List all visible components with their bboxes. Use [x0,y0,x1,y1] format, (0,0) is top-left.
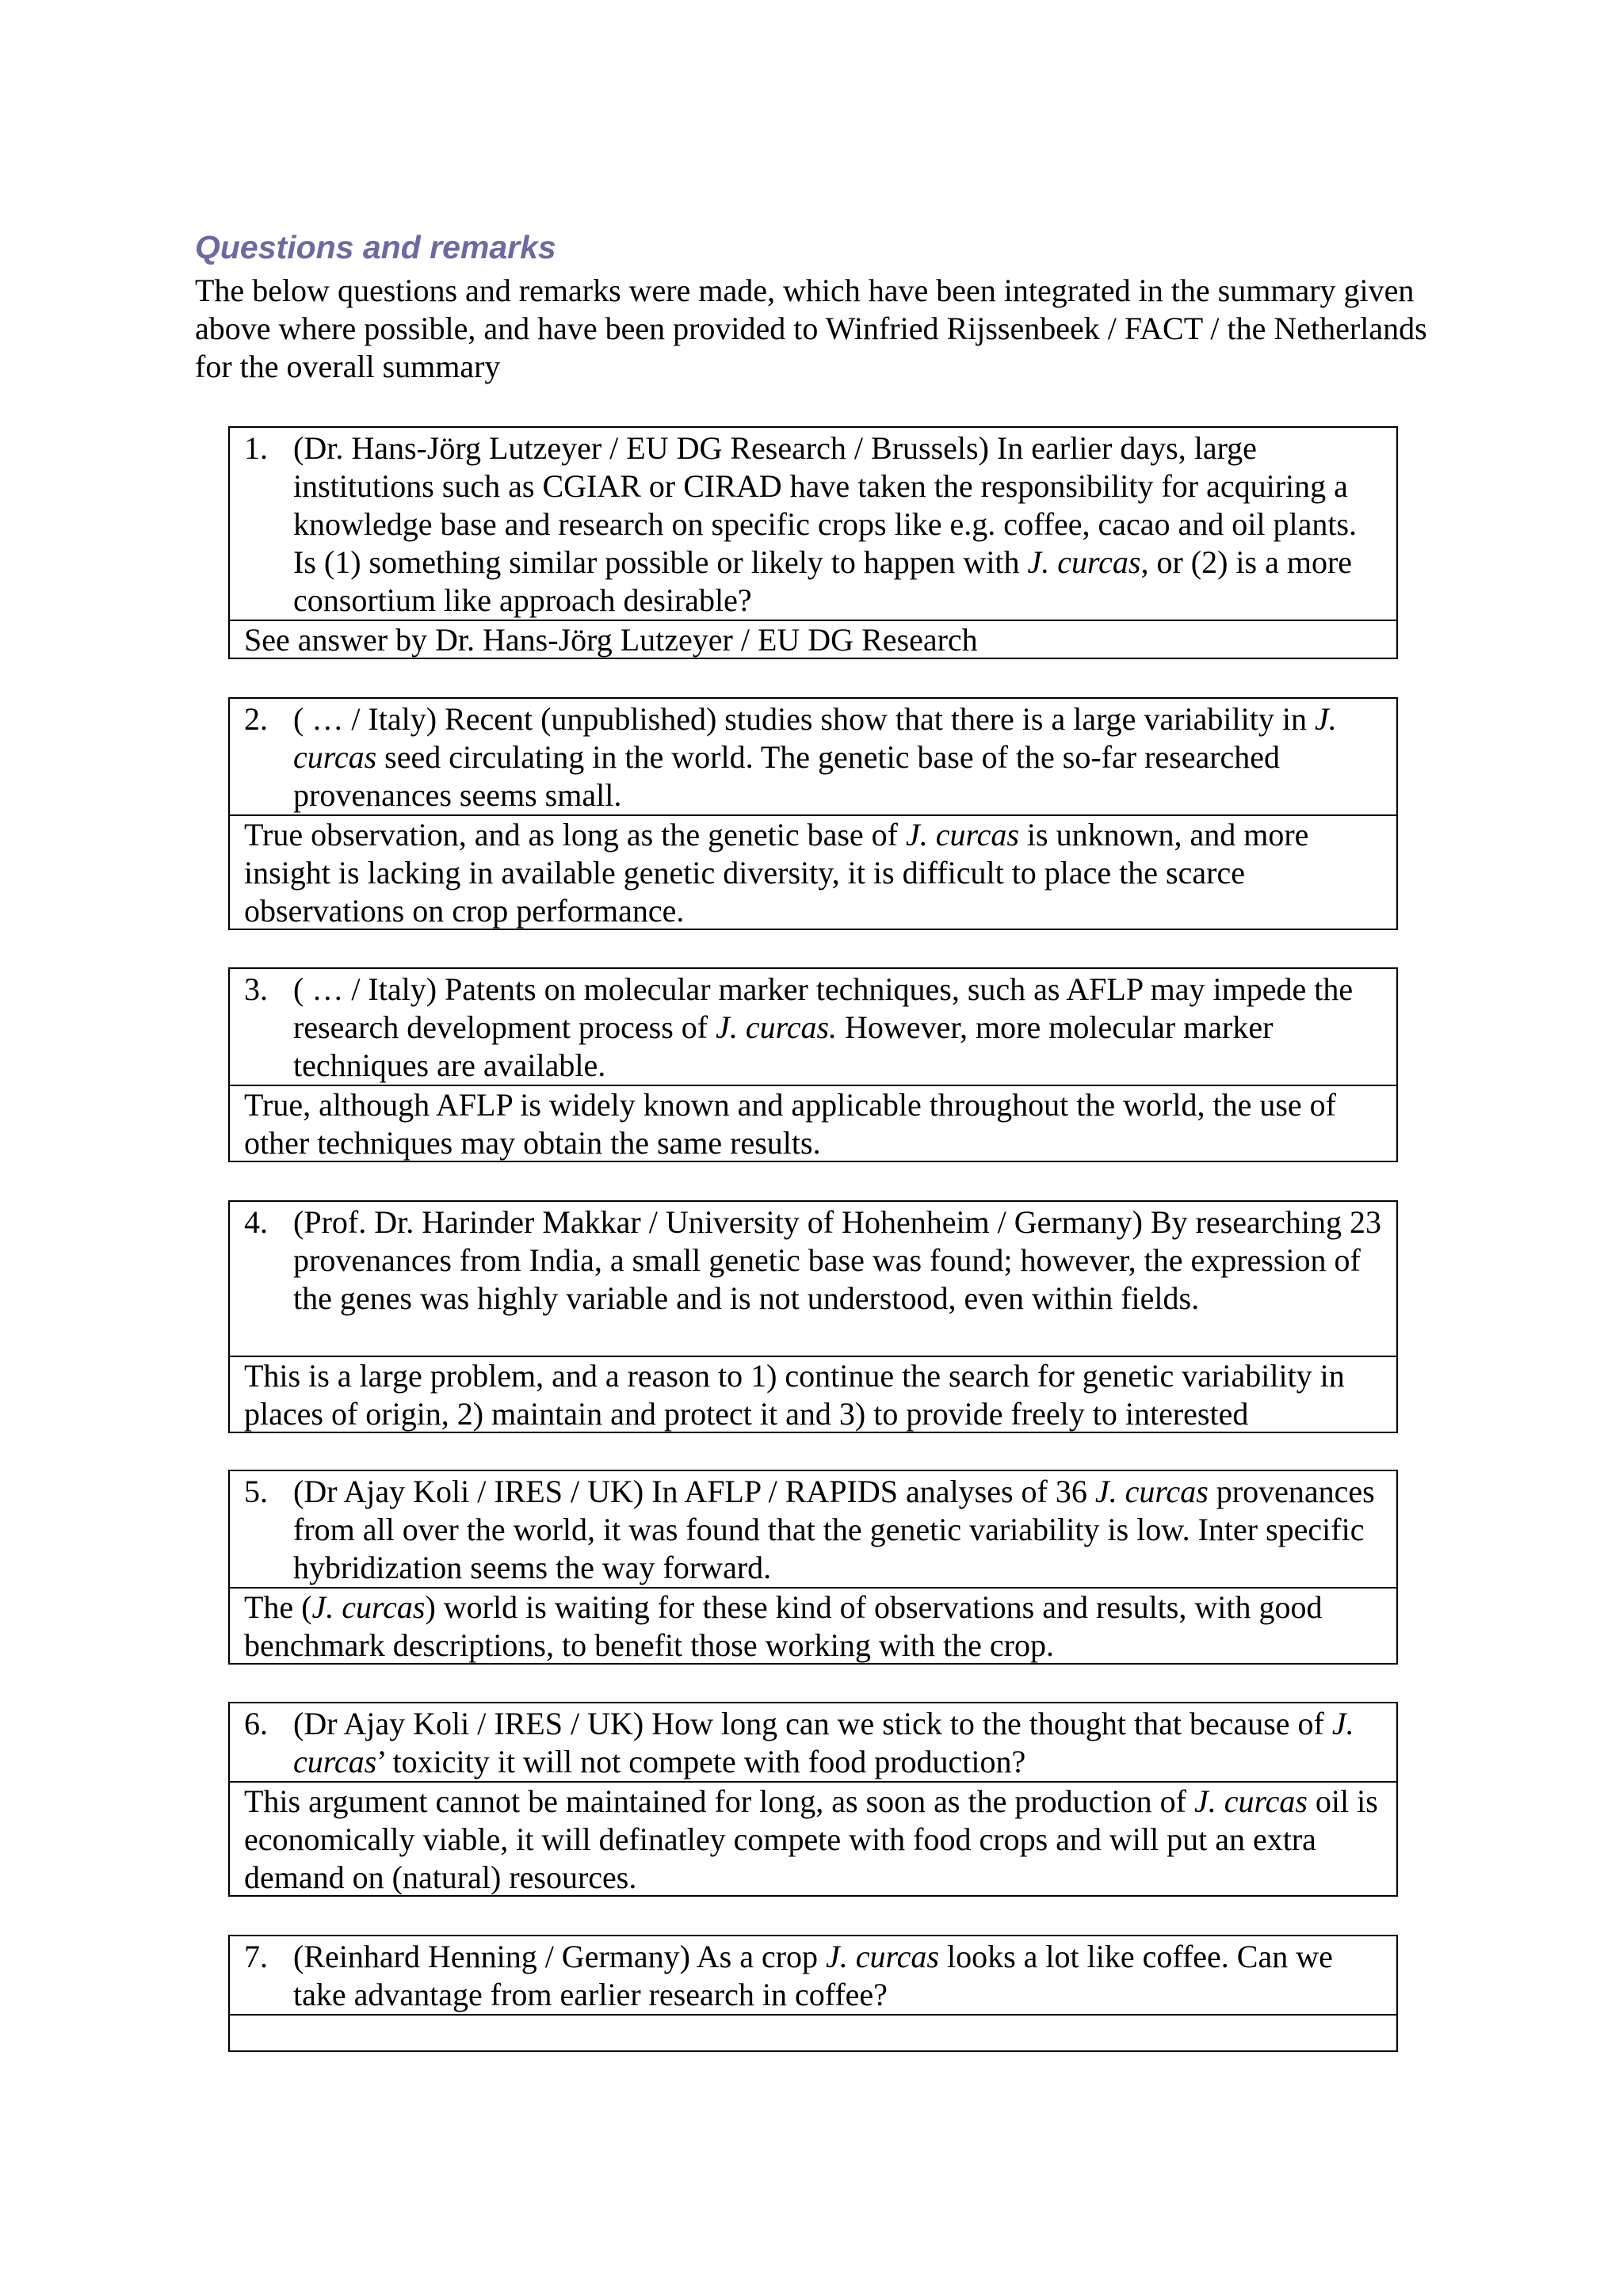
remark-box-5 [228,1470,1398,1665]
question-row [230,699,1396,814]
item-number: 7. [244,1939,268,1974]
remark-box-4 [228,1200,1398,1433]
remark-box-2 [228,697,1398,930]
answer-text: The (J. curcas) world is waiting for these kind of observations and results, with good benchmark descriptions, to benefit those working with the crop. [244,1589,1323,1663]
question-text: (Reinhard Henning / Germany) As a crop J. curcas looks a lot like coffee. Can we take advantage from earlier research in coffee? [293,1939,1333,2012]
remark-box-7 [228,1935,1398,2052]
answer-text: True, although AFLP is widely known and applicable throughout the world, the use of other techniques may obtain the same results. [244,1087,1336,1161]
remark-box-3 [228,967,1398,1162]
answer-text: True observation, and as long as the genetic base of J. curcas is unknown, and more insight is lacking in available genetic diversity, it is difficult to place the scarce observations on crop performance. [244,817,1309,929]
question-text: (Prof. Dr. Harinder Makkar / University of Hohenheim / Germany) By researching 23 provenances from India, a small genetic base was found; however, the expression of the genes was highly variable and is not understood, even within fields. [293,1204,1381,1316]
answer-row [230,1356,1396,1432]
item-number: 2. [244,701,268,737]
answer-row [230,1781,1396,1895]
section-heading: Questions and remarks [195,229,556,265]
answer-row [230,814,1396,929]
question-row [230,969,1396,1085]
answer-row [230,1587,1396,1663]
item-number: 5. [244,1474,268,1509]
question-row [230,1936,1396,2014]
item-number: 4. [244,1204,268,1240]
item-number: 1. [244,430,268,466]
question-text: ( … / Italy) Recent (unpublished) studies show that there is a large variability in J. curcas seed circulating in the world. The genetic base of the so-far researched provenances seems small. [293,701,1337,813]
question-text: (Dr Ajay Koli / IRES / UK) In AFLP / RAPIDS analyses of 36 J. curcas provenances from all over the world, it was found that the genetic variability is low. Inter specific hybridization seems the way forward. [293,1474,1375,1585]
question-text: (Dr Ajay Koli / IRES / UK) How long can we stick to the thought that because of J. curcas’ toxicity it will not compete with food production? [293,1706,1354,1779]
question-row [230,1202,1396,1356]
remark-box-1 [228,426,1398,659]
intro-paragraph: The below questions and remarks were made, which have been integrated in the summary given above where possible, and have been provided to Winfried Rijssenbeek / FACT / the Netherlands for the overall summary [195,273,1427,384]
answer-row [230,1085,1396,1161]
question-row [230,428,1396,620]
answer-text: This argument cannot be maintained for long, as soon as the production of J. curcas oil is economically viable, it will definatley compete with food crops and will put an extra demand on (natural) resources. [244,1783,1378,1895]
answer-row [230,620,1396,658]
item-number: 6. [244,1706,268,1741]
question-row [230,1703,1396,1781]
question-text: (Dr. Hans-Jörg Lutzeyer / EU DG Research / Brussels) In earlier days, large institutions such as CGIAR or CIRAD have taken the responsibility for acquiring a knowledge base and research on specific crops like e.g. coffee, cacao and oil plants. Is (1) something similar possible or likely to happen with J. curcas, or (2) is a more consortium like approach desirable? [293,430,1358,618]
answer-text: This is a large problem, and a reason to 1) continue the search for genetic variability in places of origin, 2) maintain and protect it and 3) to provide freely to interested [244,1358,1345,1432]
remark-box-6 [228,1702,1398,1897]
question-text: ( … / Italy) Patents on molecular marker techniques, such as AFLP may impede the research development process of J. curcas. However, more molecular marker techniques are available. [293,971,1354,1083]
item-number: 3. [244,971,268,1007]
question-row [230,1471,1396,1587]
answer-row [230,2014,1396,2050]
answer-text: See answer by Dr. Hans-Jörg Lutzeyer / EU DG Research [244,622,978,658]
